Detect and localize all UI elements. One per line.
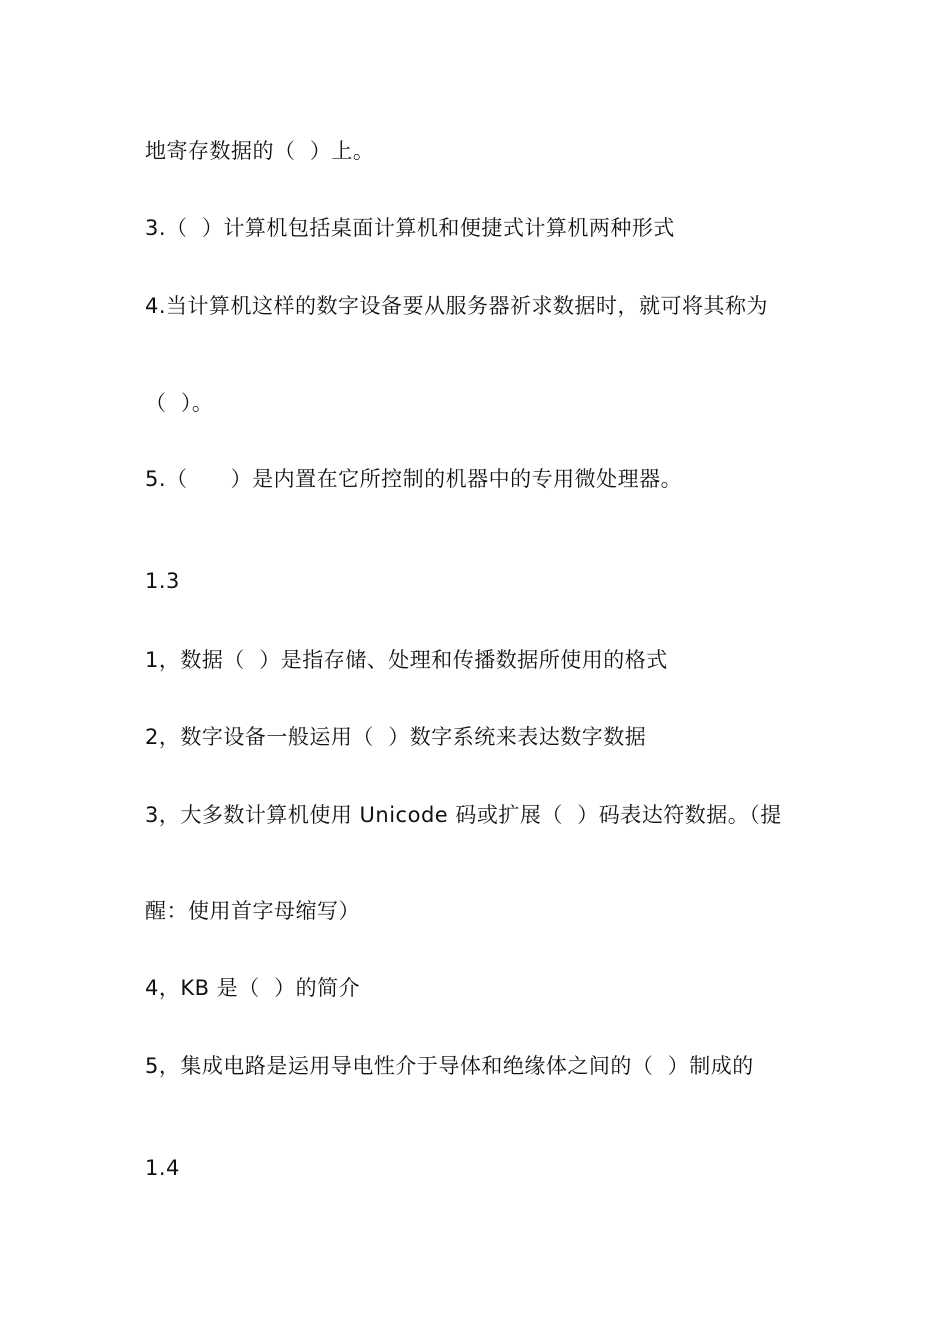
section-heading-1-3: 1.3 [145, 569, 180, 593]
question-1-3-1: 1，数据（ ）是指存储、处理和传播数据所使用的格式 [145, 648, 668, 672]
question-4-continued: （ ）。 [145, 391, 214, 415]
section-heading-1-4: 1.4 [145, 1156, 180, 1180]
question-5: 5.（ ）是内置在它所控制的机器中的专用微处理器。 [145, 467, 683, 491]
question-1-3-4: 4，KB 是（ ）的简介 [145, 976, 361, 1000]
question-3: 3.（ ）计算机包括桌面计算机和便捷式计算机两种形式 [145, 216, 675, 240]
question-1-3-5: 5，集成电路是运用导电性介于导体和绝缘体之间的（ ）制成的 [145, 1054, 754, 1078]
question-1-3-3-continued: 醒：使用首字母缩写） [145, 899, 360, 923]
question-1-3-3: 3，大多数计算机使用 Unicode 码或扩展（ ）码表达符数据。（提 [145, 803, 782, 827]
question-1-3-2: 2，数字设备一般运用（ ）数字系统来表达数字数据 [145, 725, 647, 749]
text-line-1: 地寄存数据的（ ）上。 [145, 139, 375, 163]
question-4: 4.当计算机这样的数字设备要从服务器祈求数据时，就可将其称为 [145, 294, 769, 318]
